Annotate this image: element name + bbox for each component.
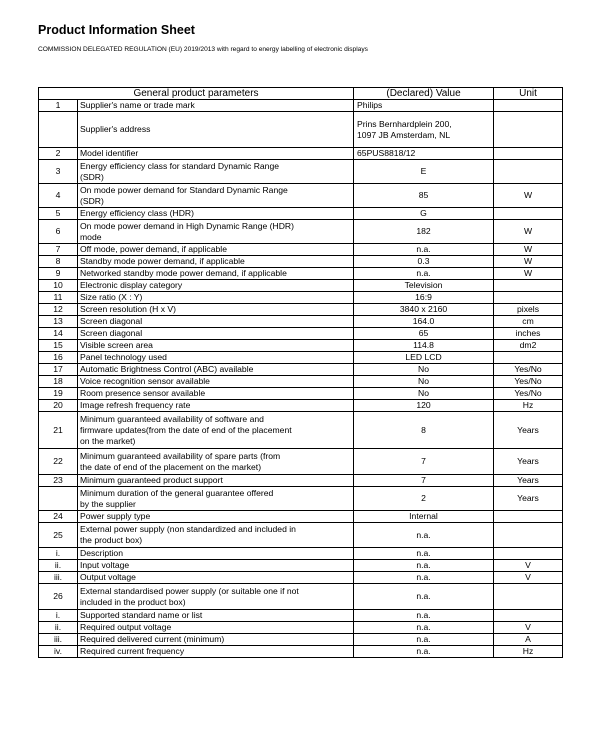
declared-value: 3840 x 2160 <box>354 304 494 316</box>
unit <box>494 112 563 148</box>
table-row <box>39 584 563 610</box>
parameter-name: Electronic display category <box>78 280 354 292</box>
row-number: i. <box>39 610 78 622</box>
parameter-name: Energy efficiency class (HDR) <box>78 208 354 220</box>
parameter-name: Voice recognition sensor available <box>78 376 354 388</box>
declared-value: n.a. <box>354 548 494 560</box>
unit: pixels <box>494 304 563 316</box>
declared-value: 7 <box>354 475 494 487</box>
row-number: 16 <box>39 352 78 364</box>
declared-value: 7 <box>354 449 494 475</box>
row-number: 12 <box>39 304 78 316</box>
row-number: 10 <box>39 280 78 292</box>
parameter-name: Screen resolution (H x V) <box>78 304 354 316</box>
declared-value: 2 <box>354 487 494 511</box>
table-row <box>39 376 563 388</box>
declared-value: n.a. <box>354 268 494 280</box>
row-number: 9 <box>39 268 78 280</box>
parameter-name: Minimum duration of the general guarantee offered by the supplier <box>78 487 354 511</box>
unit <box>494 548 563 560</box>
declared-value: n.a. <box>354 646 494 658</box>
declared-value: G <box>354 208 494 220</box>
unit: Hz <box>494 646 563 658</box>
unit <box>494 610 563 622</box>
row-number <box>39 112 78 148</box>
declared-value: LED LCD <box>354 352 494 364</box>
parameter-name: Supplier's address <box>78 112 354 148</box>
parameter-name: Standby mode power demand, if applicable <box>78 256 354 268</box>
table-row <box>39 244 563 256</box>
table-row <box>39 208 563 220</box>
declared-value: n.a. <box>354 244 494 256</box>
table-row <box>39 412 563 449</box>
table-row <box>39 304 563 316</box>
table-row <box>39 280 563 292</box>
row-number: 6 <box>39 220 78 244</box>
parameter-name: Size ratio (X : Y) <box>78 292 354 304</box>
declared-value: 114.8 <box>354 340 494 352</box>
table-row <box>39 487 563 511</box>
declared-value: Prins Bernhardplein 200, 1097 JB Amsterdam, NL <box>354 112 494 148</box>
parameter-name: External standardised power supply (or suitable one if not included in the product box) <box>78 584 354 610</box>
row-number: 8 <box>39 256 78 268</box>
table-row <box>39 622 563 634</box>
parameter-name: Required delivered current (minimum) <box>78 634 354 646</box>
table-row <box>39 560 563 572</box>
table-header-row <box>39 88 563 100</box>
regulation-subtitle: COMMISSION DELEGATED REGULATION (EU) 2019/2013 with regard to energy labelling of electronic displays <box>38 46 368 53</box>
unit <box>494 511 563 523</box>
unit <box>494 523 563 548</box>
unit <box>494 280 563 292</box>
declared-value: n.a. <box>354 572 494 584</box>
declared-value: n.a. <box>354 622 494 634</box>
table-row <box>39 220 563 244</box>
declared-value: 85 <box>354 184 494 208</box>
declared-value: n.a. <box>354 584 494 610</box>
row-number: ii. <box>39 560 78 572</box>
table-row <box>39 160 563 184</box>
parameter-name: Screen diagonal <box>78 316 354 328</box>
unit: W <box>494 268 563 280</box>
parameter-name: On mode power demand in High Dynamic Range (HDR) mode <box>78 220 354 244</box>
row-number: 22 <box>39 449 78 475</box>
unit: Years <box>494 475 563 487</box>
row-number <box>39 487 78 511</box>
row-number: 20 <box>39 400 78 412</box>
parameter-name: Supported standard name or list <box>78 610 354 622</box>
declared-value: No <box>354 376 494 388</box>
row-number: 13 <box>39 316 78 328</box>
table-row <box>39 316 563 328</box>
unit: W <box>494 220 563 244</box>
table-row <box>39 511 563 523</box>
unit: Hz <box>494 400 563 412</box>
table-row <box>39 148 563 160</box>
declared-value: No <box>354 364 494 376</box>
unit: V <box>494 622 563 634</box>
parameter-name: Panel technology used <box>78 352 354 364</box>
declared-value: 65 <box>354 328 494 340</box>
unit: W <box>494 244 563 256</box>
declared-value: 8 <box>354 412 494 449</box>
unit <box>494 148 563 160</box>
unit <box>494 292 563 304</box>
declared-value: No <box>354 388 494 400</box>
header-unit: Unit <box>494 88 563 100</box>
parameter-name: Minimum guaranteed availability of software and firmware updates(from the date of end of the placement on the market) <box>78 412 354 449</box>
declared-value: 182 <box>354 220 494 244</box>
parameter-name: Minimum guaranteed product support <box>78 475 354 487</box>
declared-value: 164.0 <box>354 316 494 328</box>
declared-value: E <box>354 160 494 184</box>
row-number: ii. <box>39 622 78 634</box>
unit <box>494 208 563 220</box>
parameter-name: External power supply (non standardized and included in the product box) <box>78 523 354 548</box>
table-row <box>39 400 563 412</box>
document-title: Product Information Sheet <box>38 23 195 37</box>
unit: A <box>494 634 563 646</box>
table-row <box>39 112 563 148</box>
parameter-name: Networked standby mode power demand, if applicable <box>78 268 354 280</box>
row-number: iv. <box>39 646 78 658</box>
parameter-name: Image refresh frequency rate <box>78 400 354 412</box>
unit: Years <box>494 412 563 449</box>
table-row <box>39 328 563 340</box>
product-parameters-table <box>38 87 563 658</box>
declared-value: 120 <box>354 400 494 412</box>
unit: V <box>494 560 563 572</box>
row-number: 24 <box>39 511 78 523</box>
unit <box>494 160 563 184</box>
parameter-name: Input voltage <box>78 560 354 572</box>
parameter-name: Description <box>78 548 354 560</box>
table-row <box>39 548 563 560</box>
parameter-name: Supplier's name or trade mark <box>78 100 354 112</box>
unit: Years <box>494 487 563 511</box>
declared-value: Internal <box>354 511 494 523</box>
row-number: iii. <box>39 572 78 584</box>
table-row <box>39 475 563 487</box>
unit: W <box>494 256 563 268</box>
unit <box>494 352 563 364</box>
unit: V <box>494 572 563 584</box>
parameter-name: Minimum guaranteed availability of spare parts (from the date of end of the placement on the market) <box>78 449 354 475</box>
parameter-name: Screen diagonal <box>78 328 354 340</box>
header-general-parameters: General product parameters <box>39 88 354 100</box>
row-number: 7 <box>39 244 78 256</box>
unit: cm <box>494 316 563 328</box>
unit <box>494 100 563 112</box>
parameter-name: Model identifier <box>78 148 354 160</box>
parameter-name: Off mode, power demand, if applicable <box>78 244 354 256</box>
row-number: 17 <box>39 364 78 376</box>
unit: Yes/No <box>494 364 563 376</box>
row-number: i. <box>39 548 78 560</box>
table-row <box>39 184 563 208</box>
declared-value: n.a. <box>354 523 494 548</box>
header-declared-value: (Declared) Value <box>354 88 494 100</box>
unit: Yes/No <box>494 376 563 388</box>
row-number: iii. <box>39 634 78 646</box>
table-row <box>39 100 563 112</box>
table-row <box>39 634 563 646</box>
parameter-name: Power supply type <box>78 511 354 523</box>
table-row <box>39 352 563 364</box>
table-row <box>39 572 563 584</box>
parameter-name: Energy efficiency class for standard Dynamic Range (SDR) <box>78 160 354 184</box>
declared-value: n.a. <box>354 560 494 572</box>
unit: dm2 <box>494 340 563 352</box>
parameter-name: On mode power demand for Standard Dynamic Range (SDR) <box>78 184 354 208</box>
row-number: 5 <box>39 208 78 220</box>
table-row <box>39 610 563 622</box>
row-number: 2 <box>39 148 78 160</box>
parameter-name: Required current frequency <box>78 646 354 658</box>
parameter-name: Automatic Brightness Control (ABC) available <box>78 364 354 376</box>
row-number: 25 <box>39 523 78 548</box>
table-row <box>39 340 563 352</box>
unit: inches <box>494 328 563 340</box>
row-number: 15 <box>39 340 78 352</box>
table-row <box>39 292 563 304</box>
declared-value: 16:9 <box>354 292 494 304</box>
parameter-name: Required output voltage <box>78 622 354 634</box>
declared-value: 0.3 <box>354 256 494 268</box>
parameter-name: Output voltage <box>78 572 354 584</box>
unit: Yes/No <box>494 388 563 400</box>
declared-value: Television <box>354 280 494 292</box>
row-number: 11 <box>39 292 78 304</box>
unit <box>494 584 563 610</box>
table-row <box>39 449 563 475</box>
row-number: 4 <box>39 184 78 208</box>
declared-value: n.a. <box>354 610 494 622</box>
table-row <box>39 268 563 280</box>
row-number: 1 <box>39 100 78 112</box>
parameter-name: Visible screen area <box>78 340 354 352</box>
row-number: 19 <box>39 388 78 400</box>
table-row <box>39 646 563 658</box>
row-number: 3 <box>39 160 78 184</box>
declared-value: 65PUS8818/12 <box>354 148 494 160</box>
table-row <box>39 364 563 376</box>
row-number: 26 <box>39 584 78 610</box>
table-row <box>39 388 563 400</box>
table-row <box>39 523 563 548</box>
row-number: 18 <box>39 376 78 388</box>
row-number: 14 <box>39 328 78 340</box>
declared-value: n.a. <box>354 634 494 646</box>
row-number: 23 <box>39 475 78 487</box>
unit: Years <box>494 449 563 475</box>
table-row <box>39 256 563 268</box>
declared-value: Philips <box>354 100 494 112</box>
row-number: 21 <box>39 412 78 449</box>
unit: W <box>494 184 563 208</box>
parameter-name: Room presence sensor available <box>78 388 354 400</box>
